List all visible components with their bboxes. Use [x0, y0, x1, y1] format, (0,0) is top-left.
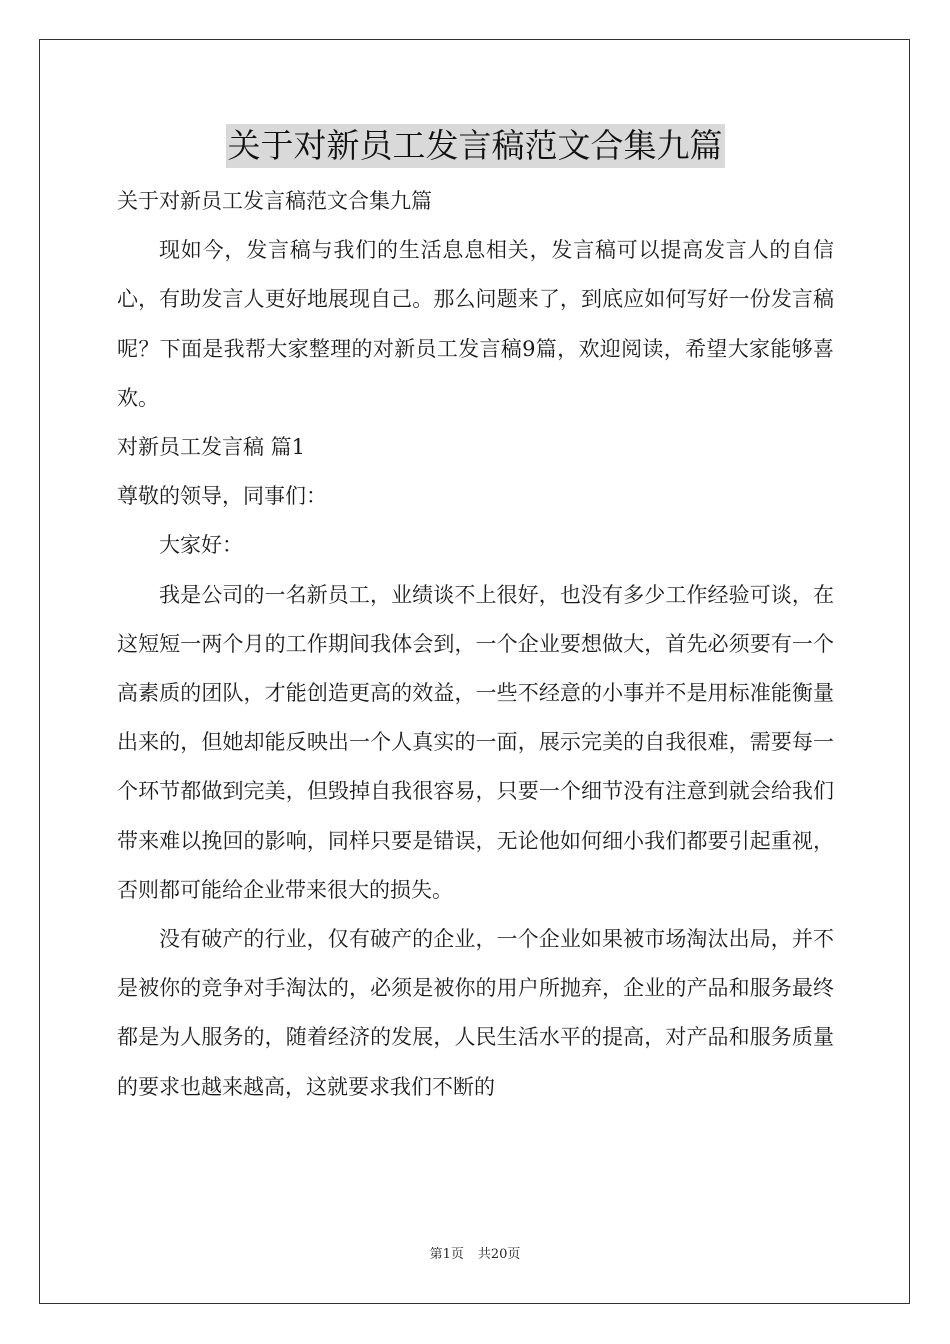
title-container — [0, 124, 950, 168]
intro-paragraph: 现如今，发言稿与我们的生活息息相关，发言稿可以提高发言人的自信心，有助发言人更好地展现自己。那么问题来了，到底应如何写好一份发言稿呢？下面是我帮大家整理的对新员工发言稿9篇，欢迎阅读，希望大家能够喜欢。 — [117, 238, 834, 410]
document-body — [117, 177, 834, 1112]
page-footer — [0, 1246, 950, 1264]
body-paragraph: 我是公司的一名新员工，业绩谈不上很好，也没有多少工作经验可谈，在这短短一两个月的工作期间我体会到，一个企业要想做大，首先必须要有一个高素质的团队，才能创造更高的效益，一些不经意的小事并不是用标准能衡量出来的，但她却能反映出一个人真实的一面，展示完美的自我很难，需要每一个环节都做到完美，但毁掉自我很容易，只要一个细节没有注意到就会给我们带来难以挽回的影响，同样只要是错误，无论他如何细小我们都要引起重视，否则都可能给企业带来很大的损失。 — [117, 582, 834, 902]
body-paragraph: 没有破产的行业，仅有破产的企业，一个企业如果被市场淘汰出局，并不是被你的竞争对手淘汰的，必须是被你的用户所抛弃，企业的产品和服务最终都是为人服务的，随着经济的发展，人民生活水平的提高，对产品和服务质量的要求也越来越高，这就要求我们不断的 — [117, 927, 834, 1099]
greeting: 大家好： — [159, 533, 243, 558]
page-number: 第1页 — [429, 1247, 464, 1262]
salutation: 尊敬的领导，同事们： — [117, 484, 327, 509]
document-title: 关于对新员工发言稿范文合集九篇 — [226, 124, 725, 168]
section-heading: 对新员工发言稿 篇1 — [117, 435, 306, 460]
page-total: 共20页 — [477, 1247, 521, 1262]
document-subtitle: 关于对新员工发言稿范文合集九篇 — [117, 189, 432, 213]
